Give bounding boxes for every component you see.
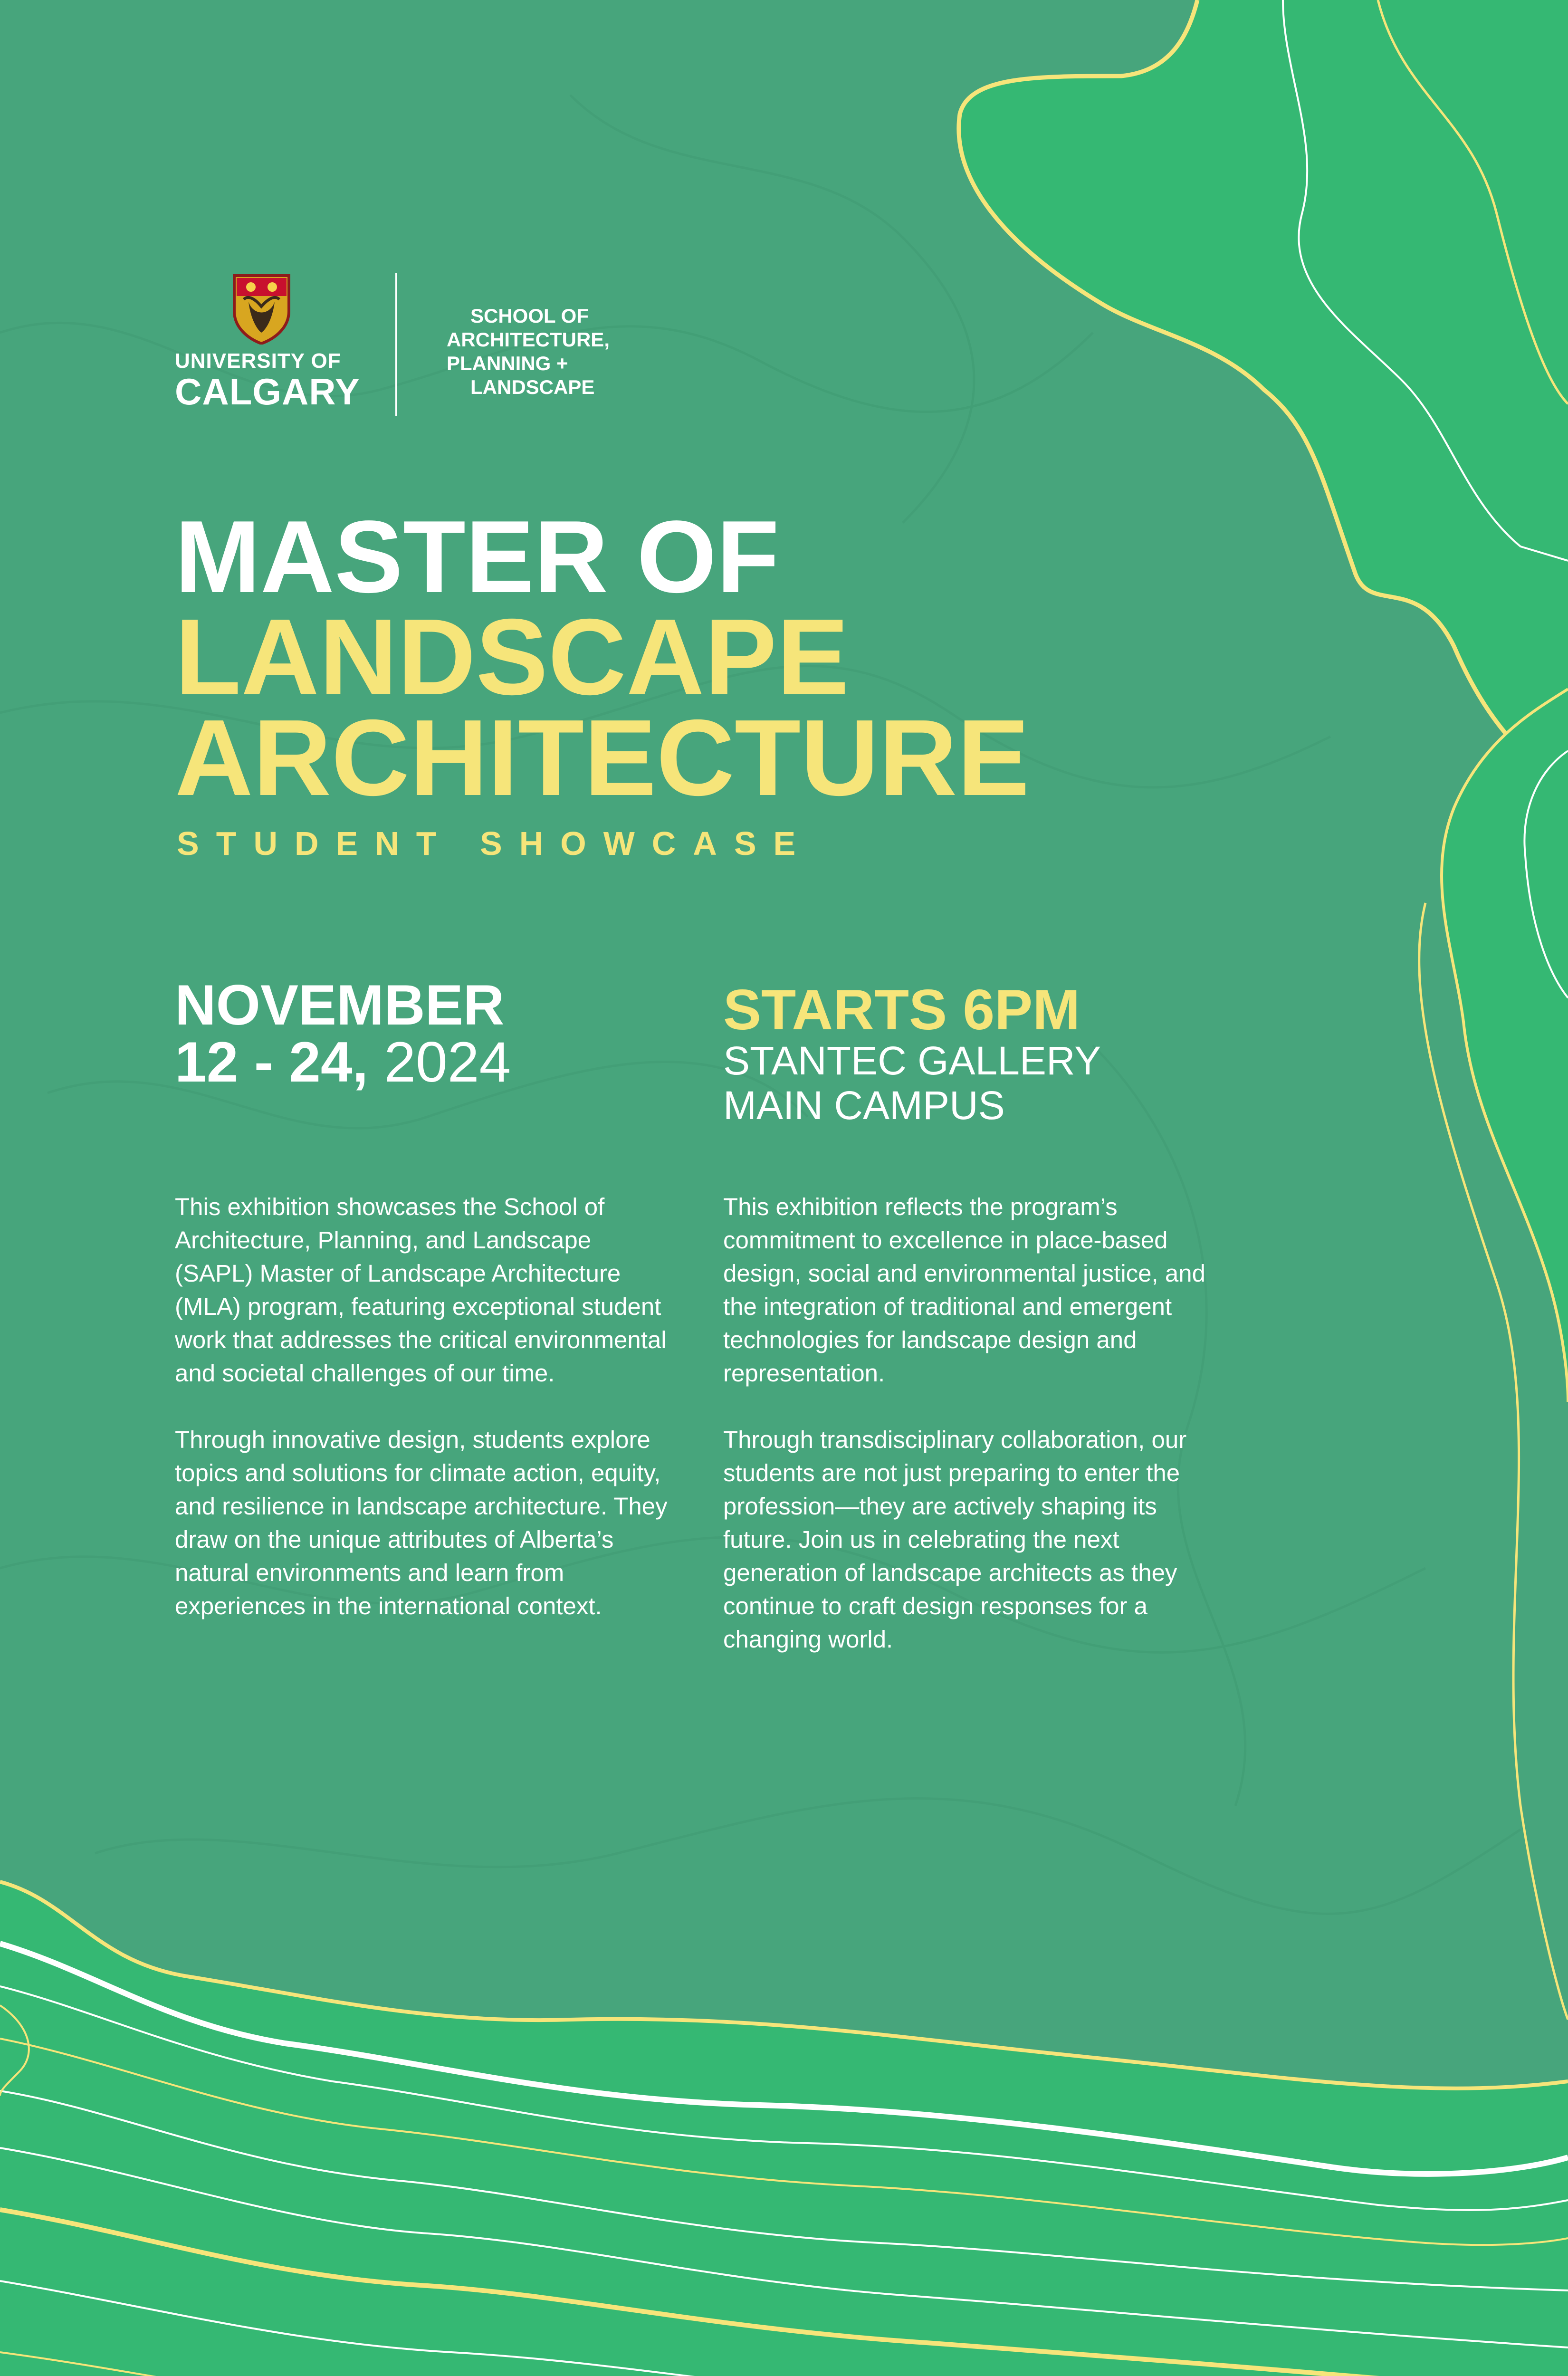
venue-line-1: STANTEC GALLERY	[723, 1038, 1101, 1083]
university-name-large: CALGARY	[175, 371, 360, 412]
university-name-small: UNIVERSITY OF	[175, 349, 341, 373]
poster-subtitle: STUDENT SHOWCASE	[177, 825, 813, 862]
school-name-line: SCHOOL OF	[470, 305, 589, 327]
paragraph: This exhibition showcases the School of Architecture, Planning, and Landscape (SAPL) Master of Landscape Architecture (MLA) program, featuring exceptional student work that addresses the critical environmental and societal challenges of our time.	[175, 1193, 667, 1387]
university-logo	[175, 273, 360, 412]
university-crest-icon	[232, 273, 291, 345]
paragraph: Through innovative design, students explore topics and solutions for climate action, equity, and resilience in landscape architecture. They draw on the unique attributes of Alberta’s natural environments and learn from experiences in the international context.	[175, 1426, 668, 1619]
title-line-1: MASTER OF	[175, 499, 779, 614]
event-days-line	[175, 1030, 511, 1094]
event-year: 2024	[384, 1030, 511, 1094]
event-month: NOVEMBER	[175, 973, 505, 1037]
event-dates	[175, 973, 511, 1094]
venue-line-2: MAIN CAMPUS	[723, 1083, 1005, 1128]
title-line-3: ARCHITECTURE	[175, 698, 1030, 818]
event-days: 12 - 24,	[175, 1030, 368, 1094]
event-location	[723, 978, 1101, 1128]
title-line-2: LANDSCAPE	[175, 597, 849, 718]
logo-divider	[395, 273, 397, 416]
school-name	[447, 304, 610, 399]
description-left	[175, 1190, 674, 1656]
description-right	[723, 1190, 1222, 1689]
school-name-line: LANDSCAPE	[470, 376, 595, 398]
event-start-time: STARTS 6PM	[723, 978, 1080, 1042]
school-name-line: PLANNING +	[447, 352, 568, 374]
paragraph: Through transdisciplinary collaboration, our students are not just preparing to enter the profession—they are actively shaping its future. Join us in celebrating the next generation of landscape architects as they continue to craft design responses for a changing world.	[723, 1426, 1187, 1653]
school-name-line: ARCHITECTURE,	[447, 328, 610, 351]
paragraph: This exhibition reflects the program’s commitment to excellence in place-based design, social and environmental justice, and the integration of traditional and emergent technologies for landscape design and representation.	[723, 1193, 1205, 1387]
poster-title	[175, 499, 1030, 818]
